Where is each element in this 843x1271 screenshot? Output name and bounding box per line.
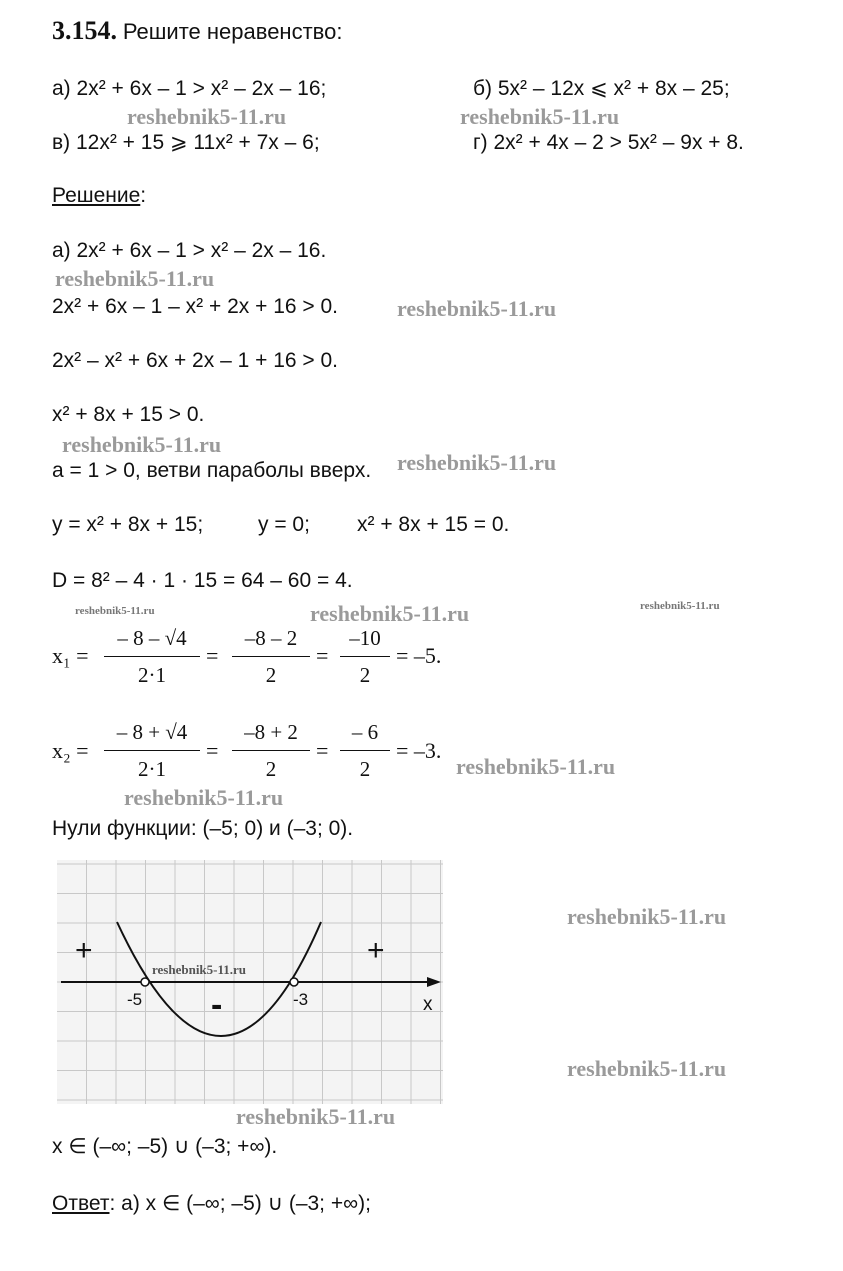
function-equation: x² + 8x + 15 = 0. (357, 513, 510, 536)
axis-label-x: x (423, 994, 433, 1015)
minus-sign: - (211, 986, 223, 1024)
branches-note: a = 1 > 0, ветви параболы вверх. (52, 459, 372, 482)
answer-label: Ответ (52, 1192, 110, 1215)
watermark: reshebnik5-11.ru (127, 104, 287, 129)
x2-label: x₂ = (52, 738, 89, 763)
problem-b: б) 5x² – 12x ⩽ x² + 8x – 25; (473, 77, 730, 100)
solution-step-3: x² + 8x + 15 > 0. (52, 403, 205, 426)
watermark: reshebnik5-11.ru (397, 296, 557, 321)
watermark: reshebnik5-11.ru (62, 432, 222, 457)
plus-sign-left: + (75, 934, 93, 967)
watermark: reshebnik5-11.ru (567, 1056, 727, 1081)
plus-sign-right: + (367, 934, 385, 967)
solution-interval: x ∈ (–∞; –5) ∪ (–3; +∞). (52, 1135, 278, 1158)
solution-step-2: 2x² – x² + 6x + 2x – 1 + 16 > 0. (52, 349, 339, 372)
solution-step-1: 2x² + 6x – 1 – x² + 2x + 16 > 0. (52, 295, 339, 318)
answer-text: : а) x ∈ (–∞; –5) ∪ (–3; +∞); (109, 1192, 371, 1215)
solution-line-a: а) 2x² + 6x – 1 > x² – 2x – 16. (52, 239, 327, 262)
task-number: 3.154. (52, 16, 117, 45)
watermark: reshebnik5-11.ru (567, 904, 727, 929)
solution-heading: Решение: (52, 184, 147, 207)
task-header (52, 18, 342, 44)
problem-g: г) 2x² + 4x – 2 > 5x² – 9x + 8. (473, 131, 744, 154)
watermark: reshebnik5-11.ru (460, 104, 620, 129)
root-label-left: -5 (127, 990, 143, 1009)
root-point-right (290, 978, 298, 986)
x2-fraction-1: – 8 + √4 2·1 (104, 720, 200, 782)
function-zero: y = 0; (258, 513, 310, 536)
x2-fraction-2: –8 + 2 2 (232, 720, 310, 782)
root-label-right: -3 (293, 990, 309, 1009)
answer (52, 1193, 371, 1214)
watermark: reshebnik5-11.ru (124, 785, 284, 810)
watermark: reshebnik5-11.ru (55, 266, 215, 291)
x1-result: = –5. (396, 643, 442, 668)
watermark: reshebnik5-11.ru (236, 1104, 396, 1129)
x2-result: = –3. (396, 738, 442, 763)
watermark: reshebnik5-11.ru (640, 600, 720, 612)
x1-fraction-1: – 8 – √4 2·1 (104, 626, 200, 688)
parabola-graph (57, 860, 443, 1104)
x1-fraction-2: –8 – 2 2 (232, 626, 310, 688)
watermark: reshebnik5-11.ru (75, 605, 155, 617)
discriminant: D = 8² – 4 · 1 · 15 = 64 – 60 = 4. (52, 569, 353, 592)
root-point-left (141, 978, 149, 986)
problem-a: а) 2x² + 6x – 1 > x² – 2x – 16; (52, 77, 327, 100)
task-prompt: Решите неравенство: (122, 19, 343, 44)
graph-watermark: reshebnik5-11.ru (152, 962, 247, 977)
watermark: reshebnik5-11.ru (456, 754, 616, 779)
x2-fraction-3: – 6 2 (340, 720, 390, 782)
x1-fraction-3: –10 2 (340, 626, 390, 688)
watermark: reshebnik5-11.ru (310, 601, 470, 626)
x1-label: x₁ = (52, 643, 89, 668)
function-y: y = x² + 8x + 15; (52, 513, 204, 536)
function-zeros: Нули функции: (–5; 0) и (–3; 0). (52, 817, 354, 840)
watermark: reshebnik5-11.ru (397, 450, 557, 475)
problem-v: в) 12x² + 15 ⩾ 11x² + 7x – 6; (52, 131, 320, 154)
